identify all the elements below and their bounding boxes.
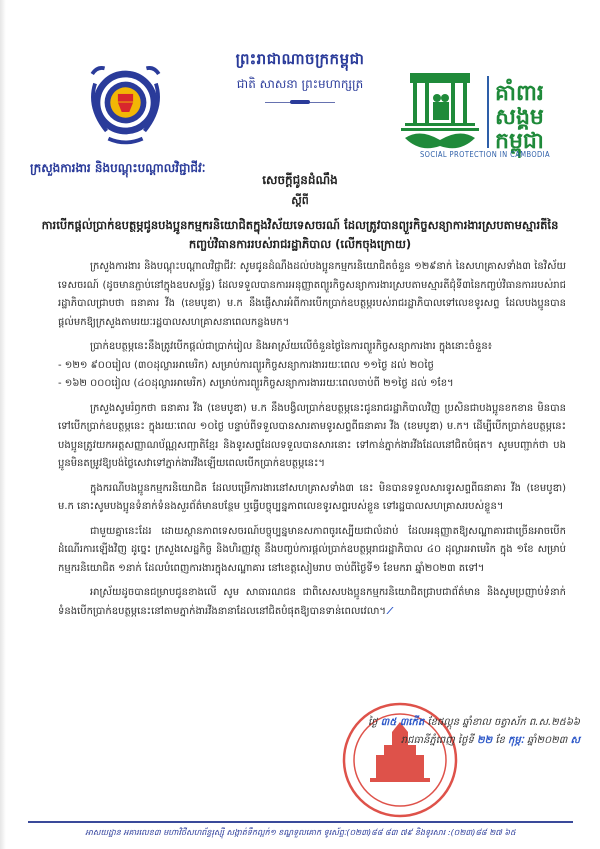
paragraph-4: ក្នុងករណីបងប្អូនកម្មករនិយោជិត ដែលបម្រើការងារនៅសហគ្រាសទាំង៣ នេះ មិនបានទទួលសារទូរសព្ទពីធនាគារ វីង (ខេមបូឌា) ម.ក នោះសូមបងប្អូនទំនាក់ទំនងសួរព័ត៌មានបន្ថែម ឬធ្វើបច្ចុប្បន្នភាពលេខទូរសព្ទរបស់ខ្លួន ទៅរដ្ឋបាលសហគ្រាសរបស់ខ្លួន។: [58, 482, 566, 512]
notice-body: [58, 258, 566, 627]
ministry-emblem-icon: [78, 55, 173, 150]
paragraph-1: ក្រសួងការងារ និងបណ្តុះបណ្តាលវិជ្ជាជីវៈ សូមជូនដំណឹងដល់បងប្អូនកម្មករនិយោជិតចំនួន ១២៩នាក់ នៃសហគ្រាសទាំង៣ នៃវិស័យទេសចរណ៍ (ដូចមានភ្ជាប់នៅក្នុងឧបសម្ព័ន្ធ) ដែលទទួលបានការអនុញ្ញាតព្យួរកិច្ចសន្យាការងារស្របតាមស្មារតីជុំទី៣នៃកញ្ចប់វិធានការរបស់រាជរដ្ឋាភិបាលជ្រាបថា ធនាគារ វីង (ខេមបូឌា) ម.ក នឹងផ្ញើសារអំពីការបើកប្រាក់ឧបត្ថម្ភរបស់រាជរដ្ឋាភិបាលទៅលេខទូរសព្ទ ដែលបងប្អូនបានផ្តល់មកឱ្យក្រសួងតាមរយៈរដ្ឋបាលសហគ្រាសនាពេលកន្លងមក។: [58, 261, 566, 328]
amount-list: [58, 357, 566, 394]
paragraph-6: [58, 584, 566, 621]
lunar-date-handwritten: ៣៥ ៣កើត: [380, 717, 425, 728]
solar-date: [300, 732, 580, 750]
lunar-date-prefix: ថ្ងៃ: [367, 717, 378, 728]
paragraph-3: ក្រសួងសូមរំឭកថា ធនាគារ វីង (ខេមបូឌា) ម.ក នឹងបង្វិលប្រាក់ឧបត្ថម្ភនេះជូនរាជរដ្ឋាភិបាលវិញ ប្រសិនជាបងប្អូនខកខាន មិនបានទៅបើកប្រាក់ឧបត្ថម្ភនេះ ក្នុងរយៈពេល ១០ថ្ងៃ បន្ទាប់ពីទទួលបានសារតាមទូរសព្ទពីធនាគារ វីង (ខេមបូឌា) ម.ក។ ដើម្បីបើកប្រាក់ឧបត្ថម្ភនេះ បងប្អូនត្រូវយកអត្តសញ្ញាណប័ណ្ណសញ្ជាតិខ្មែរ និងទូរសព្ទដែលទទួលបានសារនោះ ទៅកាន់ភ្នាក់ងារវីងដែលនៅជិតបំផុត។ សូមបញ្ជាក់ថា បងប្អូនមិនតម្រូវឱ្យបង់ថ្លៃសេវាទៅភ្នាក់ងារវីងឡើយពេលបើកប្រាក់ឧបត្ថម្ភនេះ។: [58, 402, 566, 469]
amount-item-30usd: - ១២១ ៩០០រៀល (៣០ដុល្លារអាមេរិក) សម្រាប់ការព្យួរកិច្ចសន្យាការងាររយៈពេល ១១ថ្ងៃ ដល់ ២០ថ្ងៃ: [58, 359, 434, 371]
title-regarding: ស្តីពី: [291, 194, 309, 207]
footer-divider: [28, 821, 573, 823]
paragraph-5: ជាមួយគ្នានេះដែរ ដោយស្ថានភាពទេសចរណ៍បច្ចុប្បន្នមានសភាពចូរស្បើយជាលំដាប់ ដែលអនុញ្ញាតឱ្យសណ្ឋាគារជាច្រើនអាចបើកដំណើរការឡើងវិញ ដូច្នេះ ក្រសួងសេដ្ឋកិច្ច និងហិរញ្ញវត្ថុ នឹងបញ្ចប់ការផ្តល់ប្រាក់ឧបត្ថម្ភរាជរដ្ឋាភិបាល ៤០ ដុល្លារអាមេរិក ក្នុង ១ខែ សម្រាប់កម្មករនិយោជិត ១នាក់ ដែលបំពេញការងារក្នុងសណ្ឋាគារ នៅខេត្តសៀមរាប ចាប់ពីថ្ងៃទី១ ខែមករា ឆ្នាំ២០២៣ តទៅ។: [58, 525, 566, 574]
amount-item-40usd: - ១៦២ ០០០រៀល (៤០ដុល្លារអាមេរិក) សម្រាប់ការព្យួរកិច្ចសន្យាការងាររយៈពេលចាប់ពី ២១ថ្ងៃ ដល់ ១ខែ។: [58, 378, 454, 389]
kingdom-name: ព្រះរាជាណាចក្រកម្ពុជា: [235, 50, 365, 68]
solar-year: ឆ្នាំ២០២៣: [526, 735, 568, 746]
social-protection-caption: SOCIAL PROTECTION IN CAMBODIA: [419, 150, 551, 159]
notice-title: [40, 172, 560, 254]
solar-day-handwritten: ២២: [477, 735, 493, 746]
kingdom-header: [200, 50, 400, 103]
solar-month-label: ខែ: [495, 735, 505, 746]
svg-text:សង្គម: សង្គម: [495, 105, 544, 130]
solar-month-handwritten: កុម្ភៈ: [508, 735, 524, 746]
date-block: [300, 714, 580, 750]
svg-text:កម្ពុជា: កម្ពុជា: [495, 129, 544, 154]
national-motto: ជាតិ សាសនា ព្រះមហាក្សត្រ: [236, 77, 364, 91]
page-edge-shadow: [0, 0, 6, 849]
paragraph-6-text: អាស្រ័យដូចបានជម្រាបជូនខាងលើ សូម សាធារណជន ជាពិសេសបងប្អូនកម្មករនិយោជិតជ្រាបជាព័ត៌មាន និងសូមប្រញាប់ទំនាក់ទំនងបើកប្រាក់ឧបត្ថម្ភនេះនៅតាមភ្នាក់ងារវីងនានាដែលនៅជិតបំផុតឱ្យបានទាន់ពេលវេលា។: [58, 587, 566, 617]
paragraph-2-intro: ប្រាក់ឧបត្ថម្ភនេះនឹងត្រូវបើកផ្តល់ជាប្រាក់រៀល និងអាស្រ័យលើចំនួនថ្ងៃនៃការព្យួរកិច្ចសន្យាការងារ ក្នុងនោះចំនួន៖: [90, 341, 493, 352]
svg-text:គាំពារ: គាំពារ: [495, 81, 544, 106]
footer-address: អាសយដ្ឋាន អគារលេខ៣ មហាវិថីសហព័ន្ធរុស្ស៊ី សង្កាត់ទឹកល្អក់១ ខណ្ឌទួលគោក ទូរស័ព្ទៈ(០២៣)៨៨ ៨៣ ៧៩ និងទូរសារ :(០២៣)៨៨ ២៧ ៦៥: [85, 828, 516, 837]
title-notice: សេចក្តីជូនដំណឹង: [262, 173, 338, 187]
pen-mark-icon: ⁄: [389, 605, 391, 617]
lunar-date-rest: ខែផល្គុន ឆ្នាំខាល ចត្វាស័ក ព.ស.២៥៦៦: [427, 717, 580, 728]
lunar-date: [300, 714, 580, 732]
ministry-name: ក្រសួងការងារ និងបណ្តុះបណ្តាលវិជ្ជាជីវៈ: [30, 161, 206, 175]
signature-mark: ស: [570, 735, 580, 746]
title-subject: ការបើកផ្តល់ប្រាក់ឧបត្ថម្ភជូនបងប្អូនកម្មករនិយោជិតក្នុងវិស័យទេសចរណ៍ ដែលត្រូវបានព្យួរកិច្ចសន្យាការងារស្របតាមស្មារតីនៃកញ្ចប់វិធានការរបស់រាជរដ្ឋាភិបាល (លើកចុងក្រោយ): [41, 218, 559, 251]
social-protection-logo-icon: [395, 68, 575, 158]
ornament-divider: [265, 102, 335, 103]
solar-date-prefix: រាជធានីភ្នំពេញ ថ្ងៃទី: [400, 735, 474, 746]
